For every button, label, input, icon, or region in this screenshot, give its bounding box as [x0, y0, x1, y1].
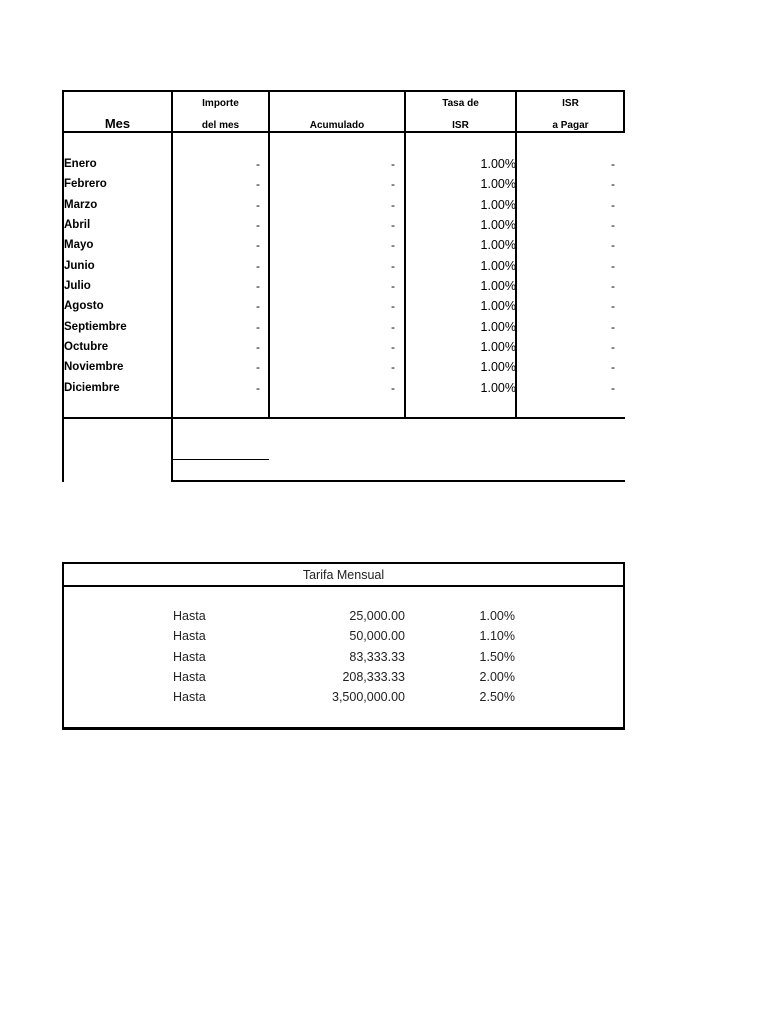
tarifa-amount: 25,000.00: [349, 609, 405, 623]
tarifa-border-right: [623, 562, 625, 730]
row-tasa: 1.00%: [480, 238, 516, 252]
header-tasa-line2: ISR: [452, 120, 469, 131]
row-acumulado: -: [391, 299, 395, 313]
row-acumulado: -: [391, 238, 395, 252]
row-tasa: 1.00%: [480, 360, 516, 374]
tarifa-label: Hasta: [173, 650, 206, 664]
header-isr-line2: a Pagar: [552, 120, 589, 131]
row-importe: -: [256, 320, 260, 334]
col-divider-1: [171, 90, 173, 482]
header-tasa-line1: Tasa de: [442, 98, 479, 109]
row-isr: -: [611, 340, 615, 354]
total-underline-long: [172, 480, 625, 482]
row-isr: -: [611, 157, 615, 171]
row-mes: Marzo: [64, 199, 98, 211]
row-mes: Abril: [64, 219, 91, 231]
tarifa-rate: 1.10%: [479, 629, 515, 643]
row-mes: Febrero: [64, 178, 107, 190]
row-tasa: 1.00%: [480, 218, 516, 232]
row-acumulado: -: [391, 198, 395, 212]
row-isr: -: [611, 198, 615, 212]
row-acumulado: -: [391, 340, 395, 354]
row-mes: Agosto: [64, 300, 104, 312]
header-mes: Mes: [104, 116, 131, 131]
row-acumulado: -: [391, 360, 395, 374]
row-acumulado: -: [391, 218, 395, 232]
header-acumulado: Acumulado: [309, 120, 365, 131]
row-tasa: 1.00%: [480, 259, 516, 273]
row-importe: -: [256, 360, 260, 374]
tarifa-title: Tarifa Mensual: [302, 568, 385, 582]
row-mes: Enero: [64, 158, 97, 170]
tarifa-rate: 1.50%: [479, 650, 515, 664]
row-isr: -: [611, 360, 615, 374]
tarifa-border-left: [62, 562, 64, 730]
row-importe: -: [256, 299, 260, 313]
row-isr: -: [611, 218, 615, 232]
row-tasa: 1.00%: [480, 279, 516, 293]
row-tasa: 1.00%: [480, 157, 516, 171]
row-isr: -: [611, 238, 615, 252]
row-tasa: 1.00%: [480, 320, 516, 334]
row-acumulado: -: [391, 259, 395, 273]
row-importe: -: [256, 198, 260, 212]
table-body-bottom: [63, 417, 625, 419]
row-mes: Noviembre: [64, 361, 124, 373]
row-importe: -: [256, 157, 260, 171]
row-importe: -: [256, 218, 260, 232]
tarifa-amount: 50,000.00: [349, 629, 405, 643]
tarifa-title-divider: [63, 585, 625, 587]
tarifa-amount: 3,500,000.00: [332, 690, 405, 704]
header-importe-line2: del mes: [201, 120, 240, 131]
tarifa-label: Hasta: [173, 670, 206, 684]
row-isr: -: [611, 259, 615, 273]
tarifa-amount: 208,333.33: [342, 670, 405, 684]
table-header-divider: [63, 131, 625, 133]
col-divider-3: [404, 90, 406, 419]
tarifa-label: Hasta: [173, 690, 206, 704]
table-border-top: [63, 90, 625, 92]
tarifa-border-bottom: [63, 727, 625, 730]
tarifa-label: Hasta: [173, 609, 206, 623]
row-mes: Junio: [64, 260, 95, 272]
row-mes: Diciembre: [64, 382, 120, 394]
row-importe: -: [256, 238, 260, 252]
header-isr-line1: ISR: [562, 98, 579, 109]
row-mes: Julio: [64, 280, 91, 292]
row-importe: -: [256, 177, 260, 191]
row-tasa: 1.00%: [480, 177, 516, 191]
row-isr: -: [611, 279, 615, 293]
row-tasa: 1.00%: [480, 299, 516, 313]
row-importe: -: [256, 259, 260, 273]
row-isr: -: [611, 299, 615, 313]
row-acumulado: -: [391, 177, 395, 191]
row-acumulado: -: [391, 157, 395, 171]
tarifa-rate: 2.50%: [479, 690, 515, 704]
row-acumulado: -: [391, 279, 395, 293]
row-mes: Mayo: [64, 239, 94, 251]
row-mes: Septiembre: [64, 321, 127, 333]
header-importe-line1: Importe: [202, 98, 239, 109]
row-tasa: 1.00%: [480, 381, 516, 395]
row-mes: Octubre: [64, 341, 109, 353]
row-acumulado: -: [391, 381, 395, 395]
tarifa-label: Hasta: [173, 629, 206, 643]
tarifa-amount: 83,333.33: [349, 650, 405, 664]
tarifa-rate: 1.00%: [479, 609, 515, 623]
row-tasa: 1.00%: [480, 198, 516, 212]
row-tasa: 1.00%: [480, 340, 516, 354]
col-divider-2: [268, 90, 270, 419]
row-isr: -: [611, 177, 615, 191]
row-acumulado: -: [391, 320, 395, 334]
row-importe: -: [256, 340, 260, 354]
row-isr: -: [611, 320, 615, 334]
tarifa-border-top: [63, 562, 625, 564]
row-importe: -: [256, 381, 260, 395]
row-isr: -: [611, 381, 615, 395]
row-importe: -: [256, 279, 260, 293]
tarifa-rate: 2.00%: [479, 670, 515, 684]
total-underline-short: [172, 459, 269, 460]
